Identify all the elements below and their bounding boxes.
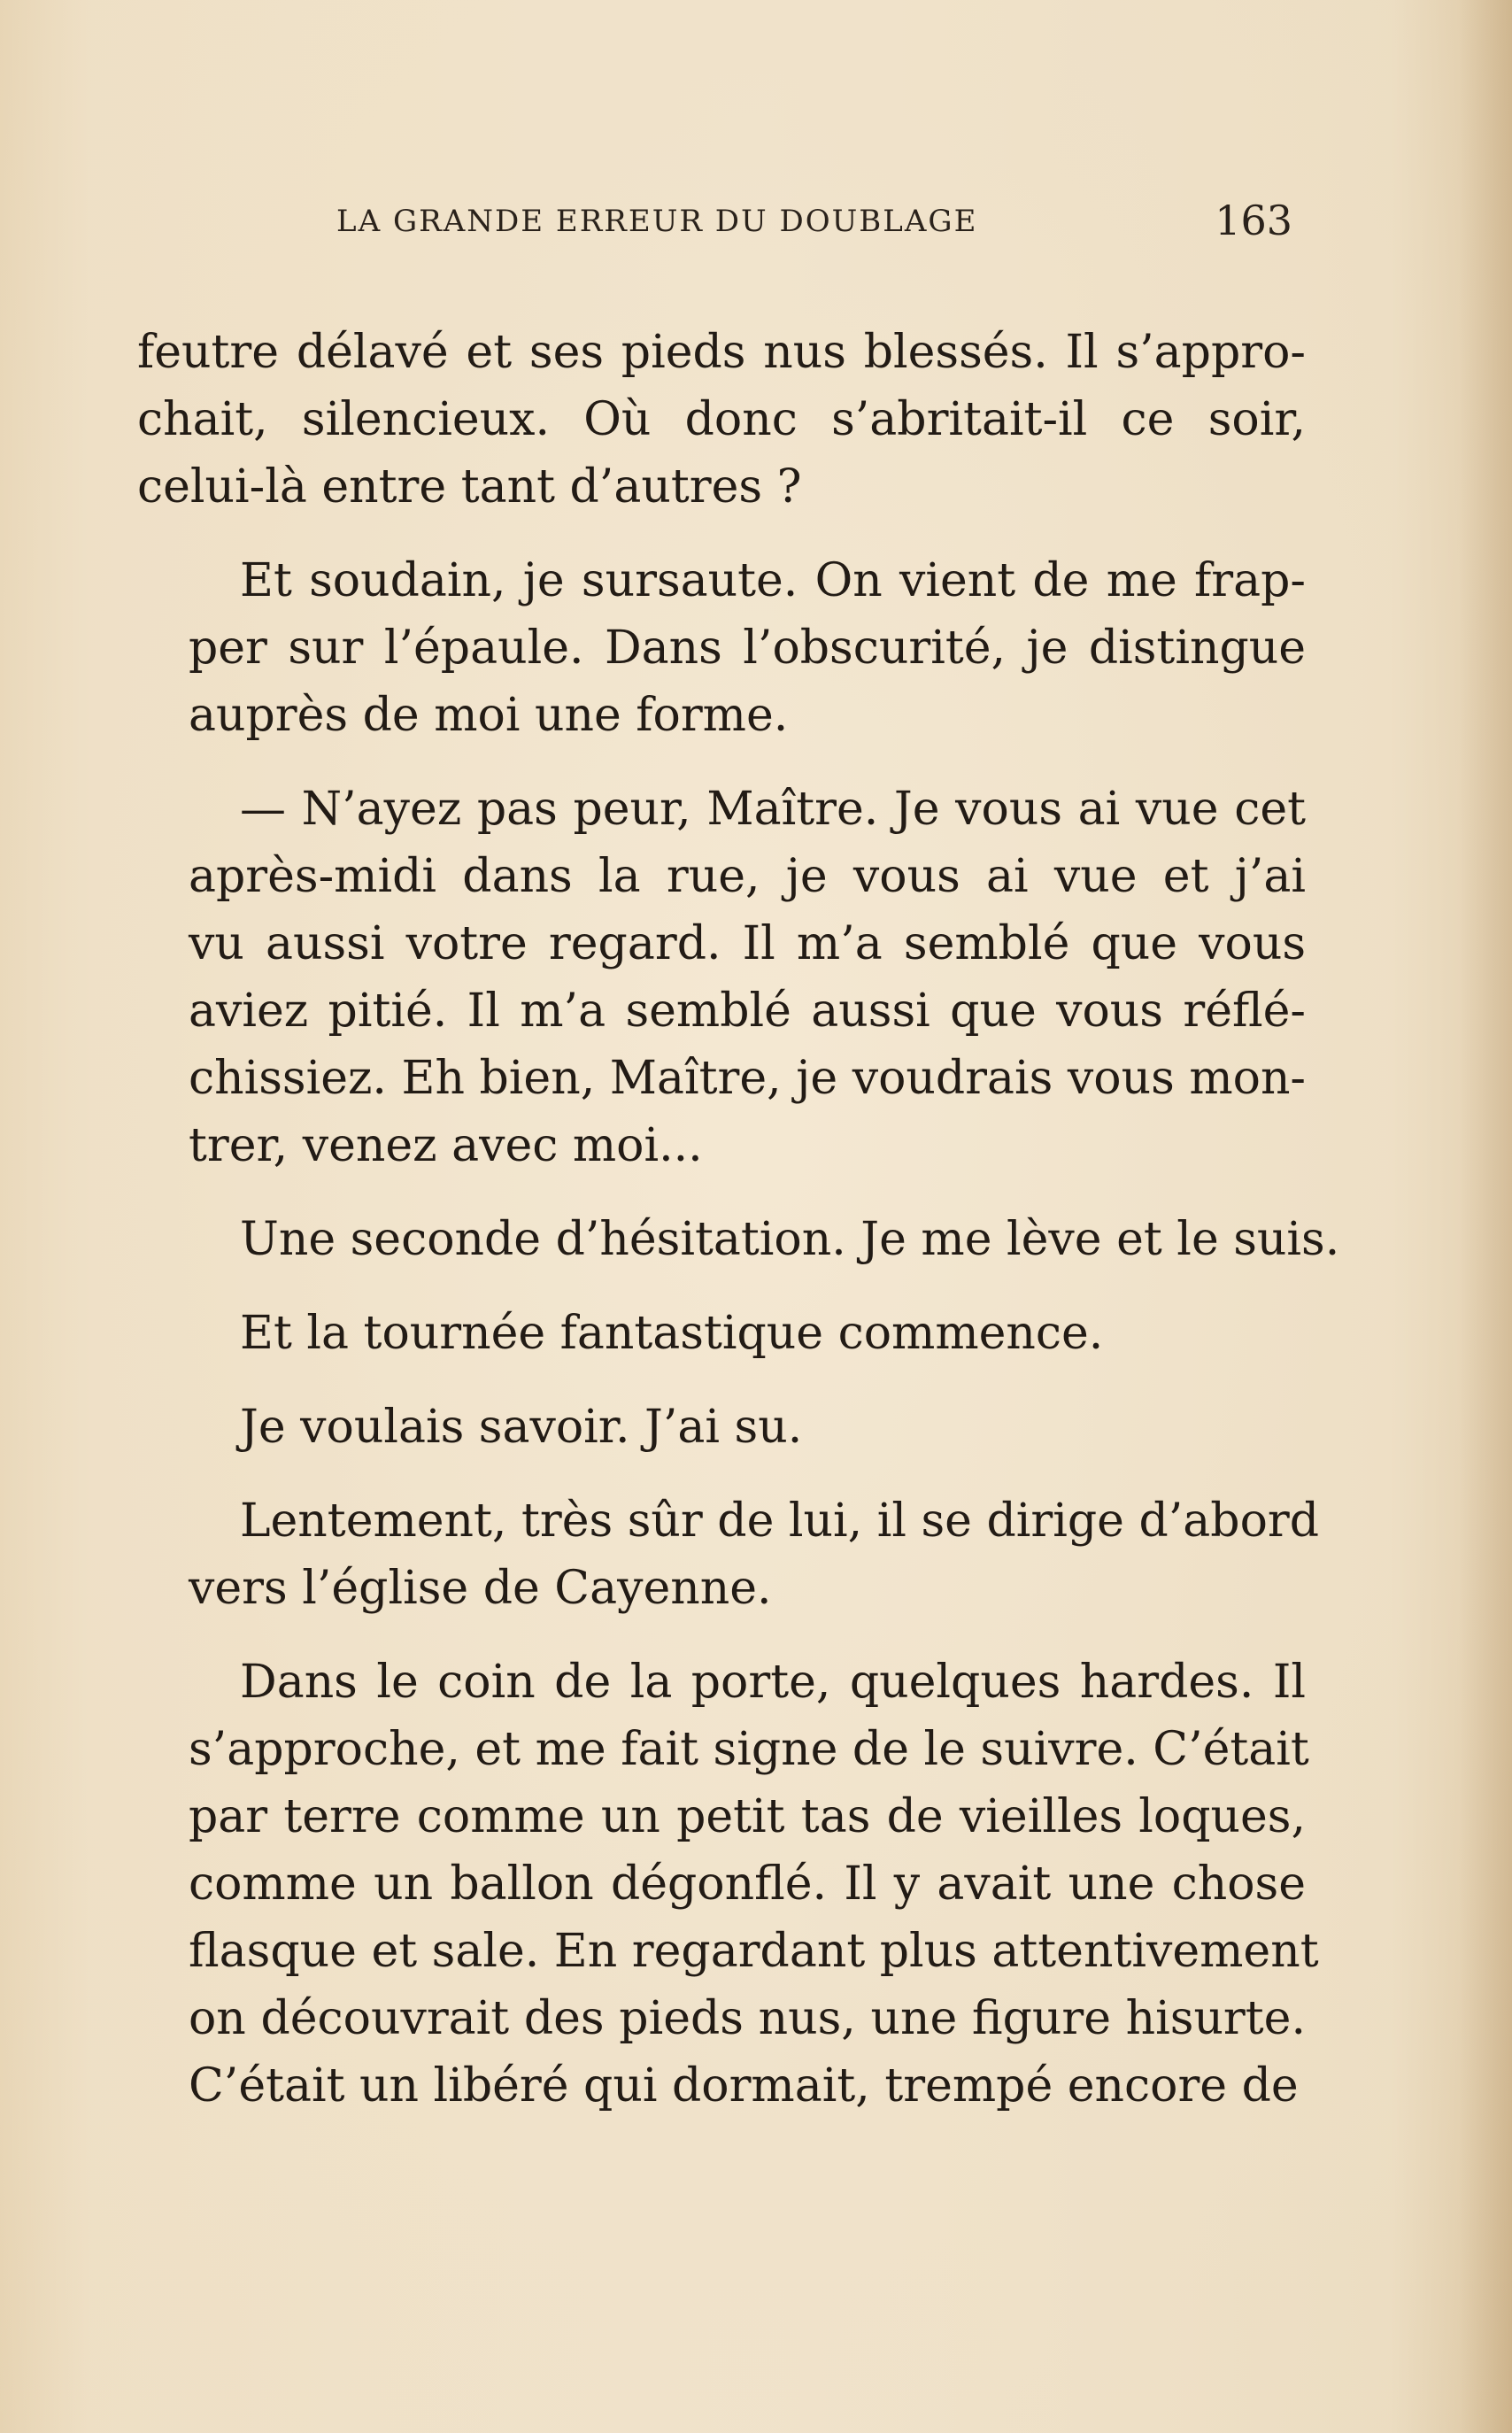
body-text: [137, 319, 1340, 2146]
text-line: Je voulais savoir. J’ai su.: [240, 1401, 803, 1454]
text-line: Dans le coin de la porte, quelques hardes. Il: [240, 1656, 1306, 1709]
text-line: après-midi dans la rue, je vous ai vue et j’ai: [189, 850, 1306, 903]
paragraph: [137, 776, 1306, 1179]
text-line: C’était un libéré qui dormait, trempé encore de: [189, 2059, 1299, 2112]
text-line: par terre comme un petit tas de vieilles loques,: [189, 1790, 1306, 1843]
paragraph: [137, 1394, 1306, 1461]
text-line: — N’ayez pas peur, Maître. Je vous ai vue cet: [240, 783, 1306, 836]
paragraph: [137, 1300, 1306, 1367]
text-line: trer, venez avec moi...: [189, 1119, 703, 1172]
text-line: vers l’église de Cayenne.: [189, 1562, 772, 1615]
page-edge-shadow: [1459, 0, 1512, 2433]
text-line: Et soudain, je sursaute. On vient de me frap-: [240, 554, 1306, 607]
text-line: chait, silencieux. Où donc s’abritait-il ce soir,: [137, 393, 1306, 446]
text-line: comme un ballon dégonflé. Il y avait une chose: [189, 1858, 1306, 1911]
paragraph: [137, 319, 1306, 521]
paragraph: [137, 1649, 1319, 2120]
page-number: 163: [1215, 197, 1292, 244]
text-line: vu aussi votre regard. Il m’a semblé que vous: [189, 917, 1306, 970]
text-line: flasque et sale. En regardant plus attentivement: [189, 1925, 1319, 1978]
text-line: aviez pitié. Il m’a semblé aussi que vous réflé-: [189, 985, 1306, 1038]
paragraph: [137, 1206, 1340, 1273]
text-line: on découvrait des pieds nus, une figure hisurte.: [189, 1992, 1306, 2045]
text-line: celui-là entre tant d’autres ?: [137, 460, 802, 514]
paragraph: [137, 547, 1306, 749]
running-title: LA GRANDE ERREUR DU DOUBLAGE: [336, 204, 978, 239]
text-line: Une seconde d’hésitation. Je me lève et le suis.: [240, 1213, 1340, 1266]
running-head: [133, 197, 1292, 250]
text-line: per sur l’épaule. Dans l’obscurité, je distingue: [189, 622, 1306, 675]
text-line: Lentement, très sûr de lui, il se dirige d’abord: [240, 1495, 1320, 1548]
text-line: chissiez. Eh bien, Maître, je voudrais vous mon-: [189, 1052, 1306, 1105]
text-line: s’approche, et me fait signe de le suivre. C’était: [189, 1723, 1309, 1776]
text-line: Et la tournée fantastique commence.: [240, 1307, 1104, 1360]
text-line: feutre délavé et ses pieds nus blessés. Il s’appro-: [137, 326, 1306, 379]
text-line: auprès de moi une forme.: [189, 689, 789, 742]
paragraph: [137, 1487, 1320, 1622]
